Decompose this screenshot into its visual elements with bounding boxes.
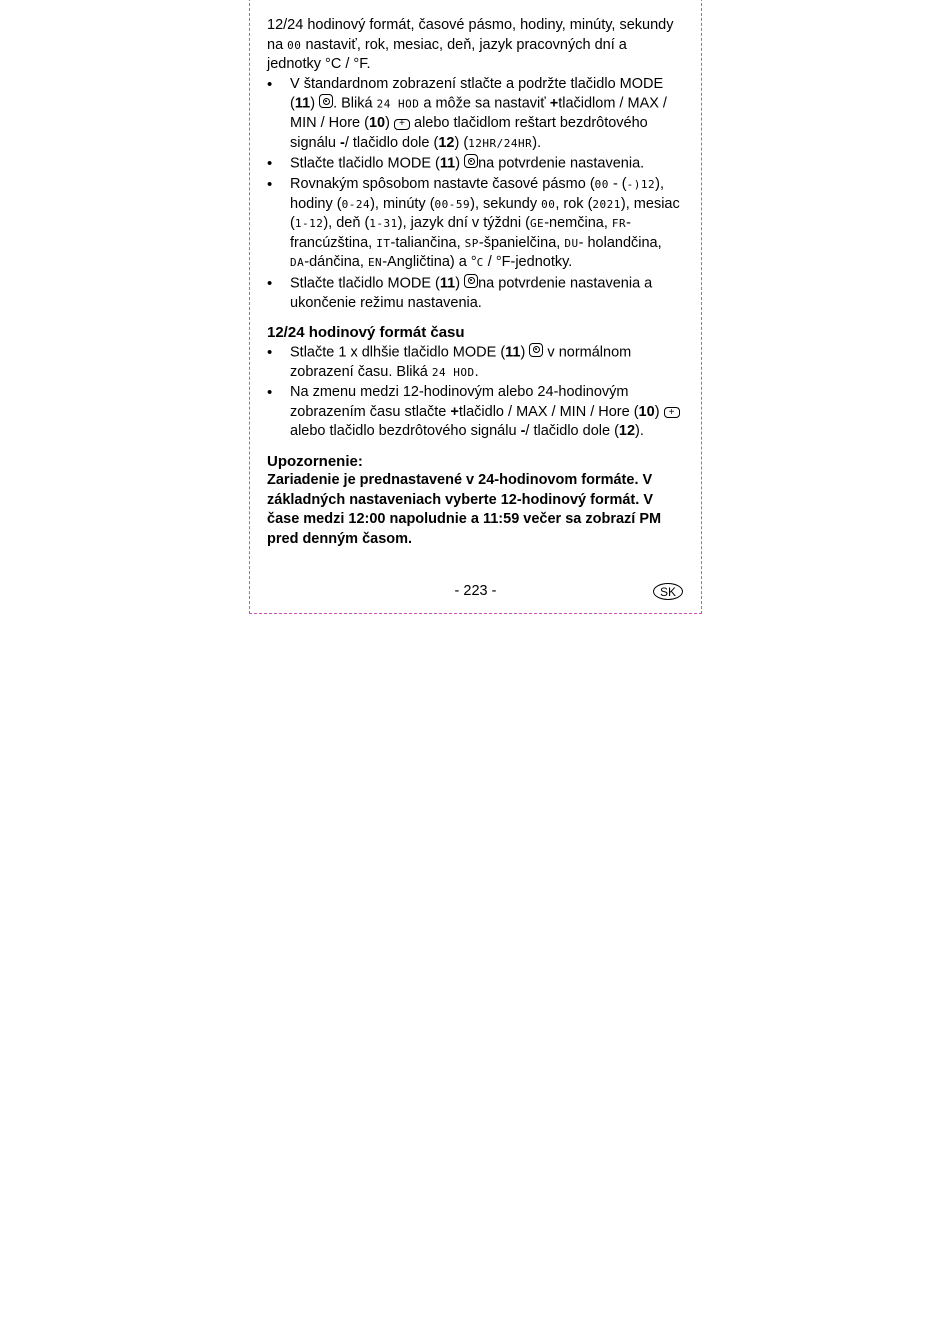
lcd-text: 12HR/24HR (468, 136, 533, 150)
page-number: - 223 - (454, 583, 497, 599)
mode-button-icon (529, 343, 543, 357)
mode-button-icon (464, 154, 478, 168)
list-item: • Stlačte tlačidlo MODE (11) na potvrdenie nastavenia a ukončenie režimu nastavenia. (267, 274, 682, 314)
intro-paragraph: 12/24 hodinový formát, časové pásmo, hodiny, minúty, sekundy na 00 nastaviť, rok, mesiac, deň, jazyk pracovných dní a jednotky °C / °F. (267, 17, 674, 72)
list-item: • Na zmenu medzi 12-hodinovým alebo 24-hodinovým zobrazením času stlačte +tlačidlo / MAX / MIN / Hore (10) + alebo tlačidlo bezdrôtového signálu -/ tlačidlo dole (12). (267, 383, 682, 442)
note-heading: Upozornenie: (267, 452, 363, 470)
list-item: • Stlačte 1 x dlhšie tlačidlo MODE (11) v normálnom zobrazení času. Bliká 24 HOD. (267, 343, 682, 383)
plus-button-icon: + (394, 119, 410, 130)
mode-button-icon (464, 274, 478, 288)
list-item: • V štandardnom zobrazení stlačte a podržte tlačidlo MODE (11) . Bliká 24 HOD a môže sa nastaviť +tlačidlom / MAX / MIN / Hore (10) + alebo tlačidlom reštart bezdrôtového signálu -/ tlačidlo dole (12) (12HR/24HR). (267, 75, 682, 154)
note-text: Zariadenie je prednastavené v 24-hodinovom formáte. V základných nastaveniach vyberte 12-hodinový formát. V čase medzi 12:00 napoludnie a 11:59 večer sa zobrazí PM pred denným časom. (267, 472, 662, 547)
language-badge: SK (653, 583, 683, 600)
lcd-text: 24 HOD (376, 97, 420, 111)
document-body (267, 16, 682, 549)
plus-button-icon: + (664, 407, 680, 418)
settings-list (267, 75, 682, 314)
section-heading: 12/24 hodinový formát času (267, 324, 465, 341)
list-item: • Rovnakým spôsobom nastavte časové pásmo (00 - (-)12), hodiny (0-24), minúty (00-59), sekundy 00, rok (2021), mesiac (1-12), deň (1-31), jazyk dní v týždni (GE-nemčina, FR-francúzština, IT-taliančina, SP-španielčina, DU- holandčina, DA-dánčina, EN-Angličtina) a °C / °F-jednotky. (267, 175, 682, 273)
mode-button-icon (319, 94, 333, 108)
list-item: • Stlačte tlačidlo MODE (11) na potvrdenie nastavenia. (267, 154, 682, 174)
format-list (267, 343, 682, 442)
lcd-text: 00 (287, 38, 302, 52)
